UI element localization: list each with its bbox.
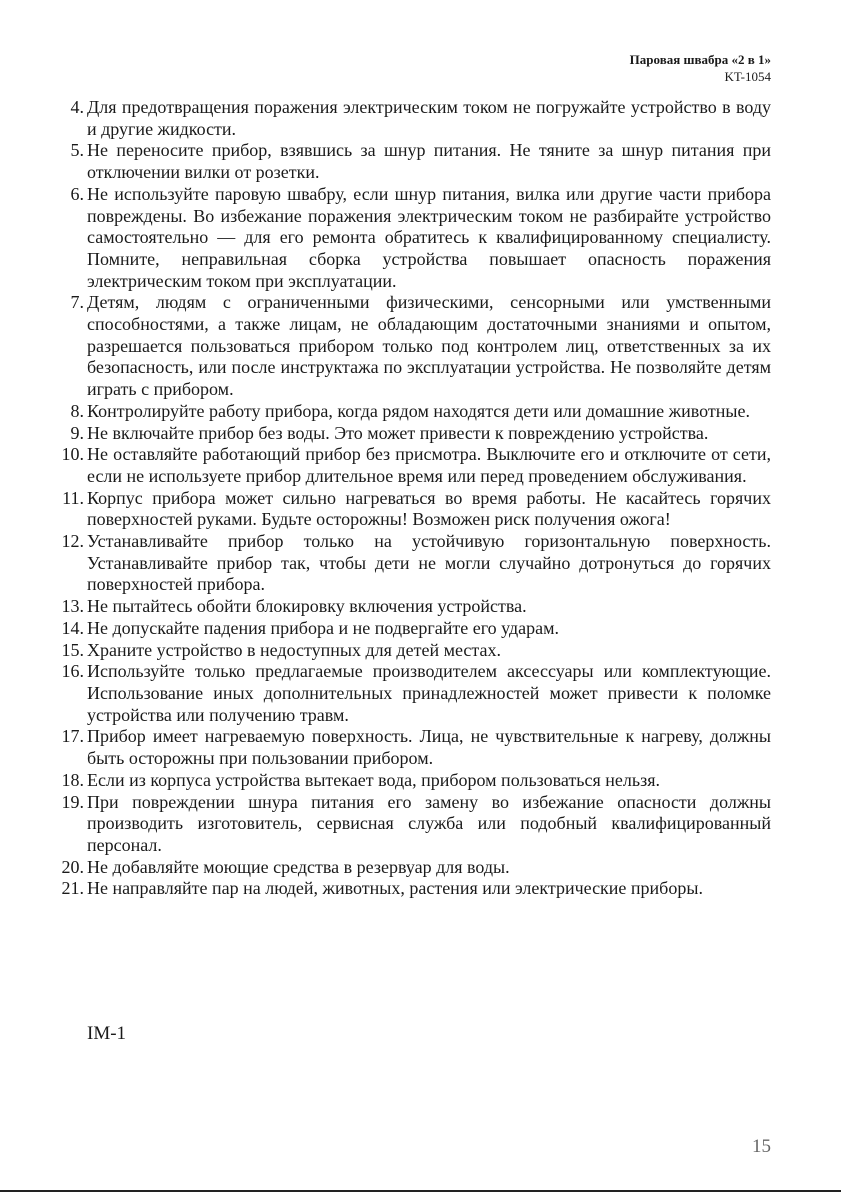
list-item: [52, 770, 771, 792]
item-text: Корпус прибора может сильно нагреваться во время работы. Не касайтесь горячих поверхностей руками. Будьте осторожны! Возможен риск получения ожога!: [87, 487, 771, 530]
item-number: 12.: [61, 531, 84, 552]
item-number: 7.: [70, 292, 84, 313]
item-number: 13.: [61, 596, 84, 617]
item-text: Если из корпуса устройства вытекает вода, прибором пользоваться нельзя.: [87, 769, 660, 790]
product-title: Паровая швабра «2 в 1»: [629, 52, 771, 67]
list-item: [52, 444, 771, 487]
item-number: 8.: [70, 400, 84, 421]
item-text: При повреждении шнура питания его замену во избежание опасности должны производить изготовитель, сервисная служба или подобный квалифицированный персонал.: [87, 791, 771, 855]
item-number: 15.: [61, 639, 84, 660]
list-item: [52, 596, 771, 618]
item-number: 6.: [70, 183, 84, 204]
item-number: 11.: [62, 487, 84, 508]
item-text: Храните устройство в недоступных для детей местах.: [87, 639, 501, 660]
item-number: 4.: [70, 97, 84, 117]
list-item: [52, 423, 771, 445]
bottom-divider: [0, 1190, 841, 1192]
item-text: Не пытайтесь обойти блокировку включения устройства.: [87, 596, 527, 617]
item-number: 10.: [61, 444, 84, 465]
list-item: [52, 140, 771, 183]
item-text: Не используйте паровую швабру, если шнур питания, вилка или другие части прибора повреждены. Во избежание поражения электрическим током не разбирайте устройство самостоятельно — для его ремонта обратитесь к квалифицированному специалисту. Помните, неправильная сборка устройства повышает опасность поражения электрическим током при эксплуатации.: [87, 183, 771, 291]
list-item: [52, 726, 771, 769]
item-number: 19.: [61, 791, 84, 812]
list-item: [52, 531, 771, 596]
page-header: [630, 51, 771, 85]
list-item: [52, 792, 771, 857]
item-number: 18.: [61, 769, 84, 790]
item-text: Не переносите прибор, взявшись за шнур питания. Не тяните за шнур питания при отключении вилки от розетки.: [87, 140, 771, 183]
document-code: IM-1: [87, 1023, 127, 1044]
item-text: Контролируйте работу прибора, когда рядом находятся дети или домашние животные.: [87, 400, 750, 421]
list-item: [52, 97, 771, 140]
item-text: Для предотвращения поражения электрическим током не погружайте устройство в воду и другие жидкости.: [87, 97, 771, 139]
item-text: Прибор имеет нагреваемую поверхность. Лица, не чувствительные к нагреву, должны быть осторожны при пользовании прибором.: [87, 726, 771, 769]
list-item: [52, 488, 771, 531]
list-item: [52, 618, 771, 640]
list-item: [52, 857, 771, 879]
item-number: 16.: [61, 661, 84, 682]
item-number: 9.: [70, 422, 84, 443]
item-text: Не добавляйте моющие средства в резервуар для воды.: [87, 856, 510, 877]
list-item: [52, 401, 771, 423]
list-item: [52, 878, 771, 900]
item-text: Не включайте прибор без воды. Это может привести к повреждению устройства.: [87, 422, 709, 443]
item-number: 5.: [70, 140, 84, 161]
item-text: Устанавливайте прибор только на устойчивую горизонтальную поверхность. Устанавливайте прибор так, чтобы дети не могли случайно дотронуться до горячих поверхностей прибора.: [87, 531, 771, 595]
list-item: [52, 184, 771, 293]
item-number: 21.: [61, 878, 84, 899]
model-number: KT-1054: [724, 69, 771, 84]
list-item: [52, 661, 771, 726]
item-text: Используйте только предлагаемые производителем аксессуары или комплектующие. Использование иных дополнительных принадлежностей может привести к поломке устройства или получению травм.: [87, 661, 771, 725]
item-text: Детям, людям с ограниченными физическими, сенсорными или умственными способностями, а также лицам, не обладающим достаточными знаниями и опытом, разрешается пользоваться прибором только под контролем лиц, ответственных за их безопасность, или после инструктажа по эксплуатации устройства. Не позволяйте детям играть с прибором.: [87, 292, 771, 400]
item-text: Не оставляйте работающий прибор без присмотра. Выключите его и отключите от сети, если не используете прибор длительное время или перед проведением обслуживания.: [87, 444, 771, 486]
safety-rules-list: [52, 97, 771, 900]
page-number: 15: [752, 1136, 771, 1157]
list-item: [52, 640, 771, 662]
item-text: Не направляйте пар на людей, животных, растения или электрические приборы.: [87, 878, 703, 899]
list-item: [52, 292, 771, 401]
item-text: Не допускайте падения прибора и не подвергайте его ударам.: [87, 617, 560, 638]
item-number: 17.: [61, 726, 84, 747]
item-number: 20.: [61, 856, 84, 877]
item-number: 14.: [61, 617, 84, 638]
